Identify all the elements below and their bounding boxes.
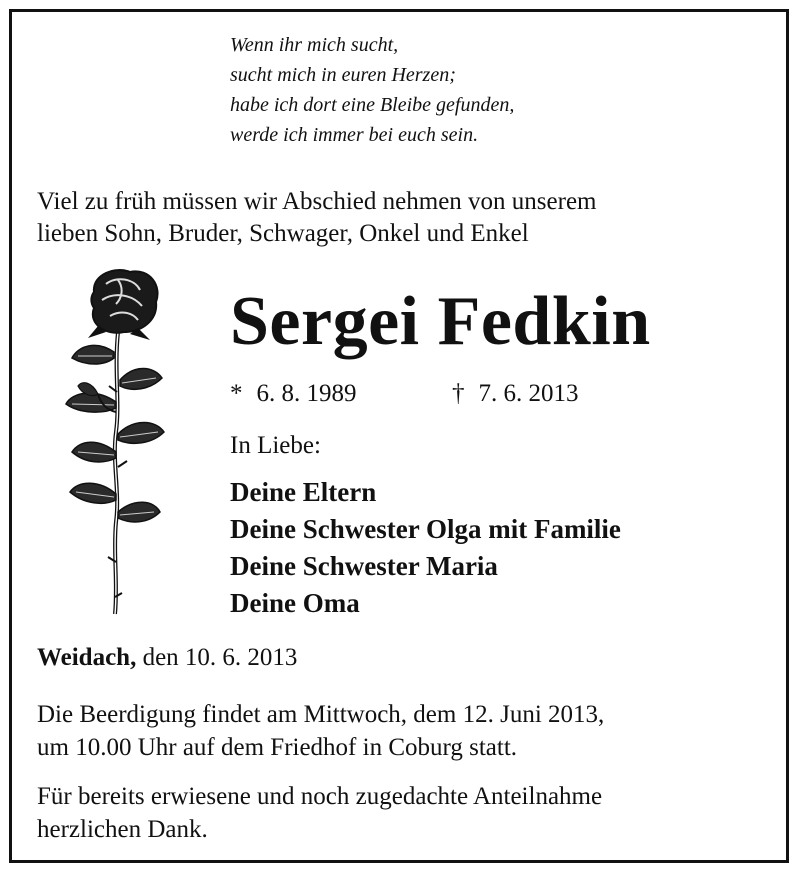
mourner-item: Deine Oma <box>230 588 360 618</box>
death-symbol: † <box>452 380 465 407</box>
rose-icon <box>58 262 178 632</box>
birth-date: 6. 8. 1989 <box>256 380 357 407</box>
death-date: 7. 6. 2013 <box>478 380 579 407</box>
mourner-item: Deine Schwester Olga mit Familie <box>230 514 621 544</box>
place-name: Weidach, <box>37 644 137 671</box>
funeral-line: um 10.00 Uhr auf dem Friedhof in Coburg statt. <box>37 734 518 761</box>
funeral-line: Die Beerdigung findet am Mittwoch, dem 12. Juni 2013, <box>37 701 605 728</box>
poem-line: werde ich immer bei euch sein. <box>230 124 479 146</box>
thanks-line: herzlichen Dank. <box>37 816 208 843</box>
notice-date: den 10. 6. 2013 <box>142 644 298 671</box>
mourners-list <box>230 474 621 622</box>
mourner-item: Deine Schwester Maria <box>230 551 498 581</box>
funeral-info <box>37 698 604 764</box>
intro-text <box>37 186 777 250</box>
poem-line: habe ich dort eine Bleibe gefunden, <box>230 94 515 116</box>
place-date <box>37 642 297 674</box>
life-dates <box>230 378 579 410</box>
death-date-group <box>452 378 579 410</box>
poem <box>230 30 650 150</box>
birth-symbol: * <box>230 380 243 407</box>
poem-line: Wenn ihr mich sucht, <box>230 34 399 56</box>
intro-line: Viel zu früh müssen wir Abschied nehmen von unserem <box>37 188 597 215</box>
mourners-heading: In Liebe: <box>230 432 321 459</box>
mourner-item: Deine Eltern <box>230 477 377 507</box>
thanks-text <box>37 780 602 846</box>
poem-line: sucht mich in euren Herzen; <box>230 64 456 86</box>
intro-line: lieben Sohn, Bruder, Schwager, Onkel und Enkel <box>37 220 529 247</box>
thanks-line: Für bereits erwiesene und noch zugedachte Anteilnahme <box>37 783 603 810</box>
deceased-name: Sergei Fedkin <box>230 283 651 360</box>
